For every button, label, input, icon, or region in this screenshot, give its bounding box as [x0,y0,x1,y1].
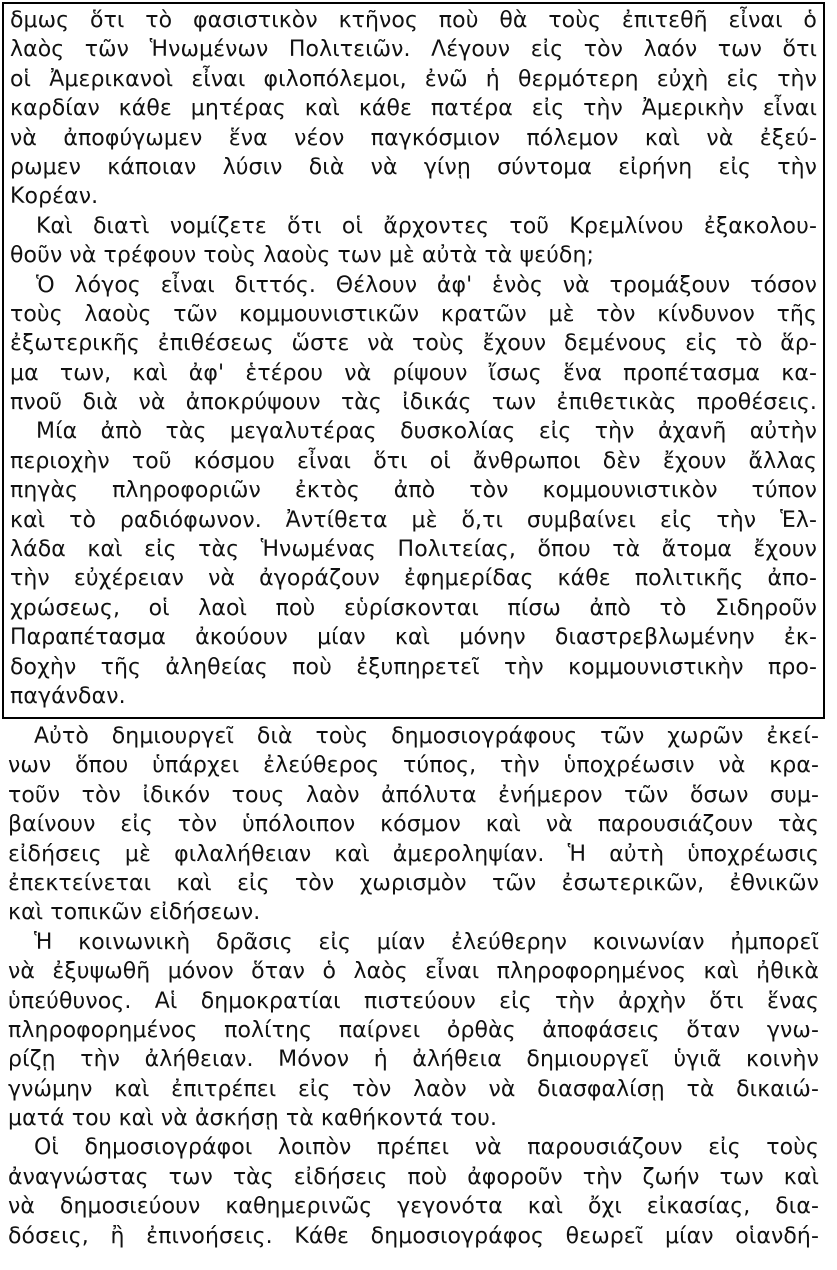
text-line: Οἱ δημοσιογράφοι λοιπὸν πρέπει νὰ παρουσιάζουν εἰς τοὺς [34,1135,819,1161]
text-line: ὑπεύθυνος. Αἱ δημοκρατίαι πιστεύουν εἰς τὴν ἀρχὴν ὅτι ἕνας [8,988,819,1014]
boxed-paragraph-4 [10,417,817,711]
text-line: οἱ Ἀμερικανοὶ εἶναι φιλοπόλεμοι, ἐνῶ ἡ θερμότερη εὐχὴ εἰς τὴν [10,66,817,92]
text-line: πνοῦ διὰ νὰ ἀποκρύψουν τὰς ἰδικάς των ἐπιθετικὰς προθέσεις. [10,390,817,416]
text-line: Μία ἀπὸ τὰς μεγαλυτέρας δυσκολίας εἰς τὴν ἀχανῆ αὐτὴν [36,419,817,445]
text-line: τοῦν τὸν ἰδικόν τους λαὸν ἀπόλυτα ἐνήμερον τῶν ὅσων συμ- [8,782,819,808]
text-line: πληροφορημένος πολίτης παίρνει ὀρθὰς ἀποφάσεις ὅταν γνω- [8,1017,819,1043]
body-paragraph-2 [8,928,819,1134]
text-line: βαίνουν εἰς τὸν ὑπόλοιπον κόσμον καὶ νὰ παρουσιάζουν τὰς [8,812,819,838]
text-line: Ἡ κοινωνικὴ δρᾶσις εἰς μίαν ἐλεύθερην κοινωνίαν ἠμπορεῖ [34,929,819,955]
text-line: ρίζῃ τὴν ἀλήθειαν. Μόνον ἡ ἀλήθεια δημιουργεῖ ὑγιᾶ κοινὴν [8,1047,819,1073]
text-line: νὰ δημοσιεύουν καθημερινῶς γεγονότα καὶ ὄχι εἰκασίας, δια- [8,1194,819,1220]
text-line: δόσεις, ἢ ἐπινοήσεις. Κάθε δημοσιογράφος θεωρεῖ μίαν οἱανδή- [8,1223,819,1249]
text-line: ἐξωτερικῆς ἐπιθέσεως ὥστε νὰ τοὺς ἔχουν δεμένους εἰς τὸ ἅρ- [10,331,817,357]
text-line: καὶ τοπικῶν εἰδήσεων. [8,900,261,926]
text-line: ἐπεκτείνεται καὶ εἰς τὸν χωρισμὸν τῶν ἐσωτερικῶν, ἐθνικῶν [8,870,819,896]
text-line: γνώμην καὶ ἐπιτρέπει εἰς τὸν λαὸν νὰ διασφαλίσῃ τὰ δικαιώ- [8,1076,819,1102]
text-line: νων ὅπου ὑπάρχει ἐλεύθερος τύπος, τὴν ὑποχρέωσιν νὰ κρα- [8,753,819,779]
boxed-text-frame [2,2,825,719]
text-line: παγάνδαν. [10,683,126,709]
text-line: νὰ ἐξυψωθῆ μόνον ὅταν ὁ λαὸς εἶναι πληροφορημένος καὶ ἠθικὰ [8,959,819,985]
body-paragraph-3 [8,1133,819,1251]
text-line: Κορέαν. [10,184,99,210]
text-line: λαὸς τῶν Ἡνωμένων Πολιτειῶν. Λέγουν εἰς τὸν λαόν των ὅτι [10,37,817,63]
text-line: δοχὴν τῆς ἀληθείας ποὺ ἐξυπηρετεῖ τὴν κομμουνιστικὴν προ- [10,654,817,680]
text-line: θοῦν νὰ τρέφουν τοὺς λαοὺς των μὲ αὐτὰ τὰ ψεύδη; [10,243,595,269]
text-line: μα των, καὶ ἀφ' ἑτέρου νὰ ρίψουν ἴσως ἕνα προπέτασμα κα- [10,360,817,386]
text-line: Αὐτὸ δημιουργεῖ διὰ τοὺς δημοσιογράφους τῶν χωρῶν ἐκεί- [34,724,819,749]
boxed-paragraph-2 [10,212,817,271]
text-line: καὶ τὸ ραδιόφωνον. Ἀντίθετα μὲ ὅ,τι συμβαίνει εἰς τὴν Ἑλ- [10,507,817,533]
boxed-paragraph-1 [10,6,817,212]
text-line: εἰδήσεις μὲ φιλαλήθειαν καὶ ἀμεροληψίαν. Ἡ αὐτὴ ὑποχρέωσις [8,841,819,867]
text-line: ρωμεν κάποιαν λύσιν διὰ νὰ γίνῃ σύντομα εἰρήνη εἰς τὴν [10,154,817,180]
text-line: Καὶ διατὶ νομίζετε ὅτι οἱ ἄρχοντες τοῦ Κρεμλίνου ἐξακολου- [36,213,817,239]
boxed-paragraph-3 [10,271,817,418]
text-line: νὰ ἀποφύγωμεν ἕνα νέον παγκόσμιον πόλεμον καὶ νὰ ἐξεύ- [10,125,817,151]
text-line: καρδίαν κάθε μητέρας καὶ κάθε πατέρα εἰς τὴν Ἀμερικὴν εἶναι [10,96,817,122]
body-paragraph-1 [8,722,819,928]
text-line: ματά του καὶ νὰ ἀσκήσῃ τὰ καθήκοντά του. [8,1106,498,1132]
text-line: πηγὰς πληροφοριῶν ἐκτὸς ἀπὸ τὸν κομμουνιστικὸν τύπον [10,478,817,504]
text-line: τὴν εὐχέρειαν νὰ ἀγοράζουν ἐφημερίδας κάθε πολιτικῆς ἀπο- [10,566,817,592]
text-line: ἀναγνώστας των τὰς εἰδήσεις ποὺ ἀφοροῦν τὴν ζωήν των καὶ [8,1164,819,1190]
text-line: περιοχὴν τοῦ κόσμου εἶναι ὅτι οἱ ἄνθρωποι δὲν ἔχουν ἄλλας [10,448,817,474]
text-line: λάδα καὶ εἰς τὰς Ἡνωμένας Πολιτείας, ὅπου τὰ ἄτομα ἔχουν [10,537,817,563]
text-line: χρώσεως, οἱ λαοὶ ποὺ εὑρίσκονται πίσω ἀπὸ τὸ Σιδηροῦν [10,595,817,621]
text-line: τοὺς λαοὺς τῶν κομμουνιστικῶν κρατῶν μὲ τὸν κίνδυνον τῆς [10,301,817,327]
text-line: δμως ὅτι τὸ φασιστικὸν κτῆνος ποὺ θὰ τοὺς ἐπιτεθῆ εἶναι ὁ [10,8,817,33]
article-body [2,722,825,1251]
text-line: Ὁ λόγος εἶναι διττός. Θέλουν ἀφ' ἑνὸς νὰ τρομάξουν τόσον [36,272,817,298]
text-line: Παραπέτασμα ἀκούουν μίαν καὶ μόνην διαστρεβλωμένην ἐκ- [10,625,817,651]
